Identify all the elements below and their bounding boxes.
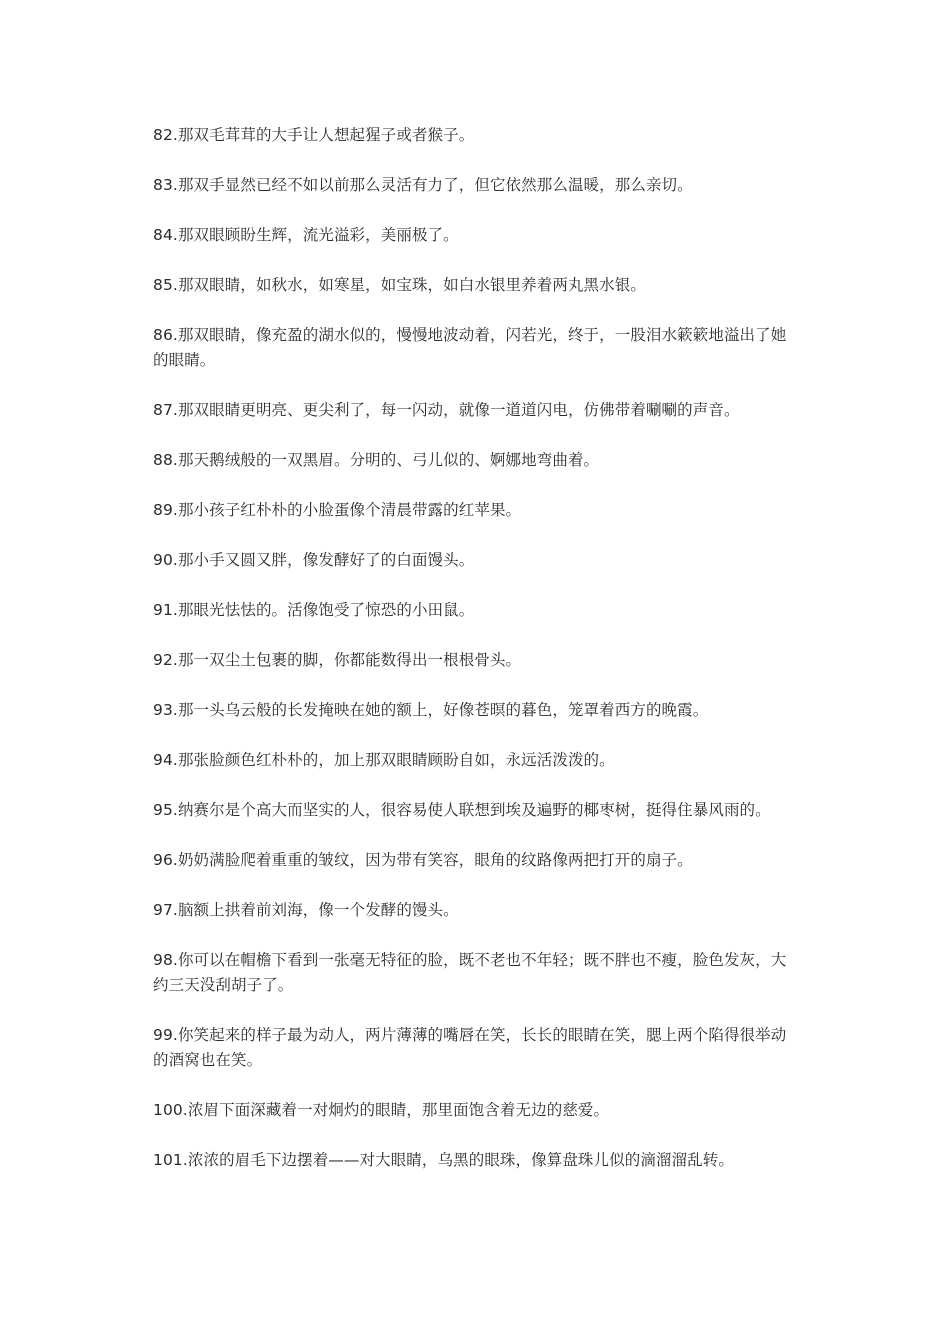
paragraph-95: 95.纳赛尔是个高大而坚实的人，很容易使人联想到埃及遍野的椰枣树，挺得住暴风雨的。: [153, 801, 771, 819]
paragraph-88: 88.那天鹅绒般的一双黑眉。分明的、弓儿似的、婀娜地弯曲着。: [153, 451, 600, 469]
paragraph-82: 82.那双毛茸茸的大手让人想起猩子或者猴子。: [153, 126, 475, 144]
paragraph-86: 86.那双眼睛，像充盈的湖水似的，慢慢地波动着，闪若光，终于，一股泪水簌簌地溢出了她的眼睛。: [153, 326, 787, 369]
paragraph-93: 93.那一头乌云般的长发掩映在她的额上，好像苍暝的暮色，笼罩着西方的晚霞。: [153, 701, 709, 719]
paragraph-98: 98.你可以在帽檐下看到一张毫无特征的脸，既不老也不年轻；既不胖也不瘦，脸色发灰，大约三天没刮胡子了。: [153, 951, 787, 994]
paragraph-83: 83.那双手显然已经不如以前那么灵活有力了，但它依然那么温暖，那么亲切。: [153, 176, 693, 194]
paragraph-84: 84.那双眼顾盼生辉，流光溢彩，美丽极了。: [153, 226, 459, 244]
paragraph-87: 87.那双眼睛更明亮、更尖利了，每一闪动，就像一道道闪电，仿佛带着唰唰的声音。: [153, 401, 740, 419]
paragraph-97: 97.脑额上拱着前刘海，像一个发酵的馒头。: [153, 901, 459, 919]
paragraph-101: 101.浓浓的眉毛下边摆着——对大眼睛，乌黑的眼珠，像算盘珠儿似的滴溜溜乱转。: [153, 1151, 734, 1169]
paragraph-89: 89.那小孩子红朴朴的小脸蛋像个清晨带露的红苹果。: [153, 501, 522, 519]
paragraph-94: 94.那张脸颜色红朴朴的，加上那双眼睛顾盼自如，永远活泼泼的。: [153, 751, 615, 769]
paragraph-96: 96.奶奶满脸爬着重重的皱纹，因为带有笑容，眼角的纹路像两把打开的扇子。: [153, 851, 693, 869]
paragraph-91: 91.那眼光怯怯的。活像饱受了惊恐的小田鼠。: [153, 601, 475, 619]
paragraph-100: 100.浓眉下面深藏着一对炯灼的眼睛，那里面饱含着无边的慈爱。: [153, 1101, 610, 1119]
paragraph-90: 90.那小手又圆又胖，像发酵好了的白面馒头。: [153, 551, 475, 569]
paragraph-85: 85.那双眼睛，如秋水，如寒星，如宝珠，如白水银里养着两丸黑水银。: [153, 276, 646, 294]
document-body: [153, 123, 787, 1198]
paragraph-99: 99.你笑起来的样子最为动人，两片薄薄的嘴唇在笑，长长的眼睛在笑，腮上两个陷得很举动的酒窝也在笑。: [153, 1026, 787, 1069]
paragraph-92: 92.那一双尘土包裹的脚，你都能数得出一根根骨头。: [153, 651, 522, 669]
